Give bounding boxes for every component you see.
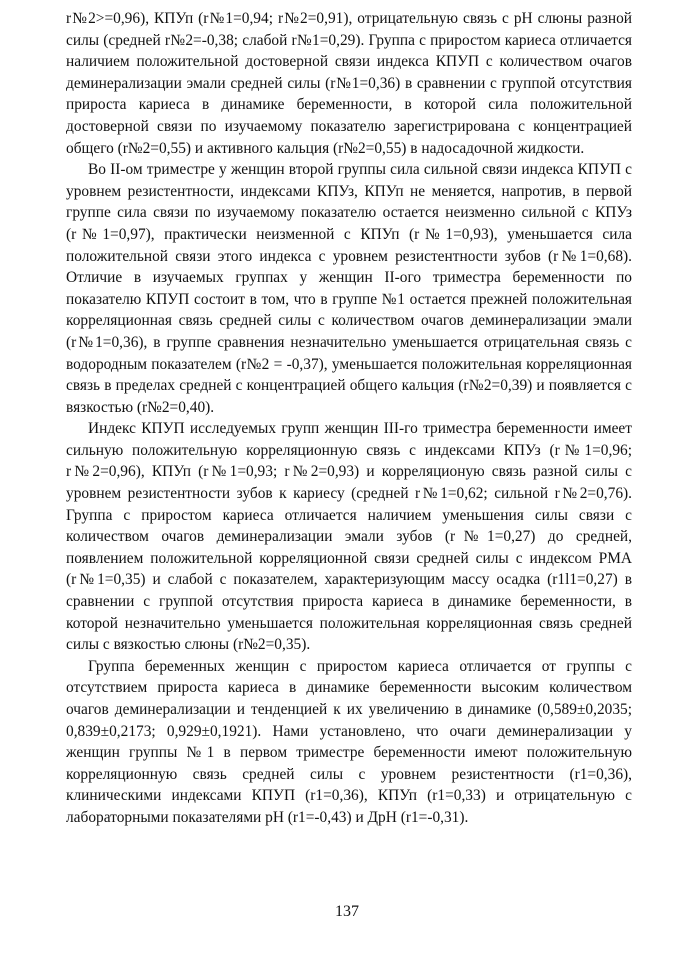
paragraph-4: Группа беременных женщин с приростом кариеса отличается от группы с отсутствием прироста кариеса в динамике беременности высоким количеством очагов деминерализации и тенденцией к их увеличению в динамике (0,589±0,2035; 0,839±0,2173; 0,929±0,1921). Нами установлено, что очаги деминерализации у женщин группы №1 в первом триместре беременности имеют положительную корреляционную связь средней силы с уровнем резистентности (r1=0,36), клиническими индексами КПУП (r1=0,36), КПУп (r1=0,33) и отрицательную с лабораторными показателями рН (r1=-0,43) и ДрН (r1=-0,31). — [66, 657, 632, 826]
page-number: 137 — [335, 903, 359, 920]
paragraph-3: Индекс КПУП исследуемых групп женщин III-го триместра беременности имеет сильную положительную корреляционную связь с индексами КПУз (r№1=0,96; r№2=0,96), КПУп (r№1=0,93; r№2=0,93) и корреляционую связь разной силы с уровнем резистентности зубов к кариесу (средней r№1=0,62; сильной r№2=0,76). Группа с приростом кариеса отличается наличием уменьшения силы связи с количеством очагов деминерализации эмали зубов (r№1=0,27) до средней, появлением положительной корреляционной связи средней силы с индексом РМА (r№1=0,35) и слабой с показателем, характеризующим массу осадка (r1l1=0,27) в сравнении с группой отсутствия прироста кариеса в динамике беременности, в которой незначительно уменьшается положительная корреляционная связь средней силы с вязкостью слюны (r№2=0,35). — [66, 420, 632, 654]
page-text-column — [66, 8, 632, 829]
paragraph-1: r№2>=0,96), КПУп (r№1=0,94; r№2=0,91), отрицательную связь с рН слюны разной силы (средней r№2=-0,38; слабой r№1=0,29). Группа с приростом кариеса отличается наличием положительной достоверной связи индекса КПУП с количеством очагов деминерализации эмали средней силы (r№1=0,36) в сравнении с группой отсутствия прироста кариеса в динамике беременности, в которой сила положительной достоверной связи по изучаемому показателю зарегистрирована с концентрацией общего (r№2=0,55) и активного кальция (r№2=0,55) в надосадочной жидкости. — [66, 10, 632, 157]
paragraph-2: Во II-ом триместре у женщин второй группы сила сильной связи индекса КПУП с уровнем резистентности, индексами КПУз, КПУп не меняется, напротив, в первой группе сила связи по изучаемому показателю остается неизменно сильной с КПУз (r№1=0,97), практически неизменной с КПУп (r№1=0,93), уменьшается сила положительной связи этого индекса с уровнем резистентности зубов (r№1=0,68). Отличие в изучаемых группах у женщин II-ого триместра беременности по показателю КПУП состоит в том, что в группе №1 остается прежней положительная корреляционная связь средней силы с количеством очагов деминерализации эмали (r№1=0,36), в группе сравнения незначительно уменьшается отрицательная связь с водородным показателем (r№2 = -0,37), уменьшается положительная корреляционная связь в пределах средней с концентрацией общего кальция (r№2=0,39) и появляется с вязкостью (r№2=0,40). — [66, 161, 632, 416]
